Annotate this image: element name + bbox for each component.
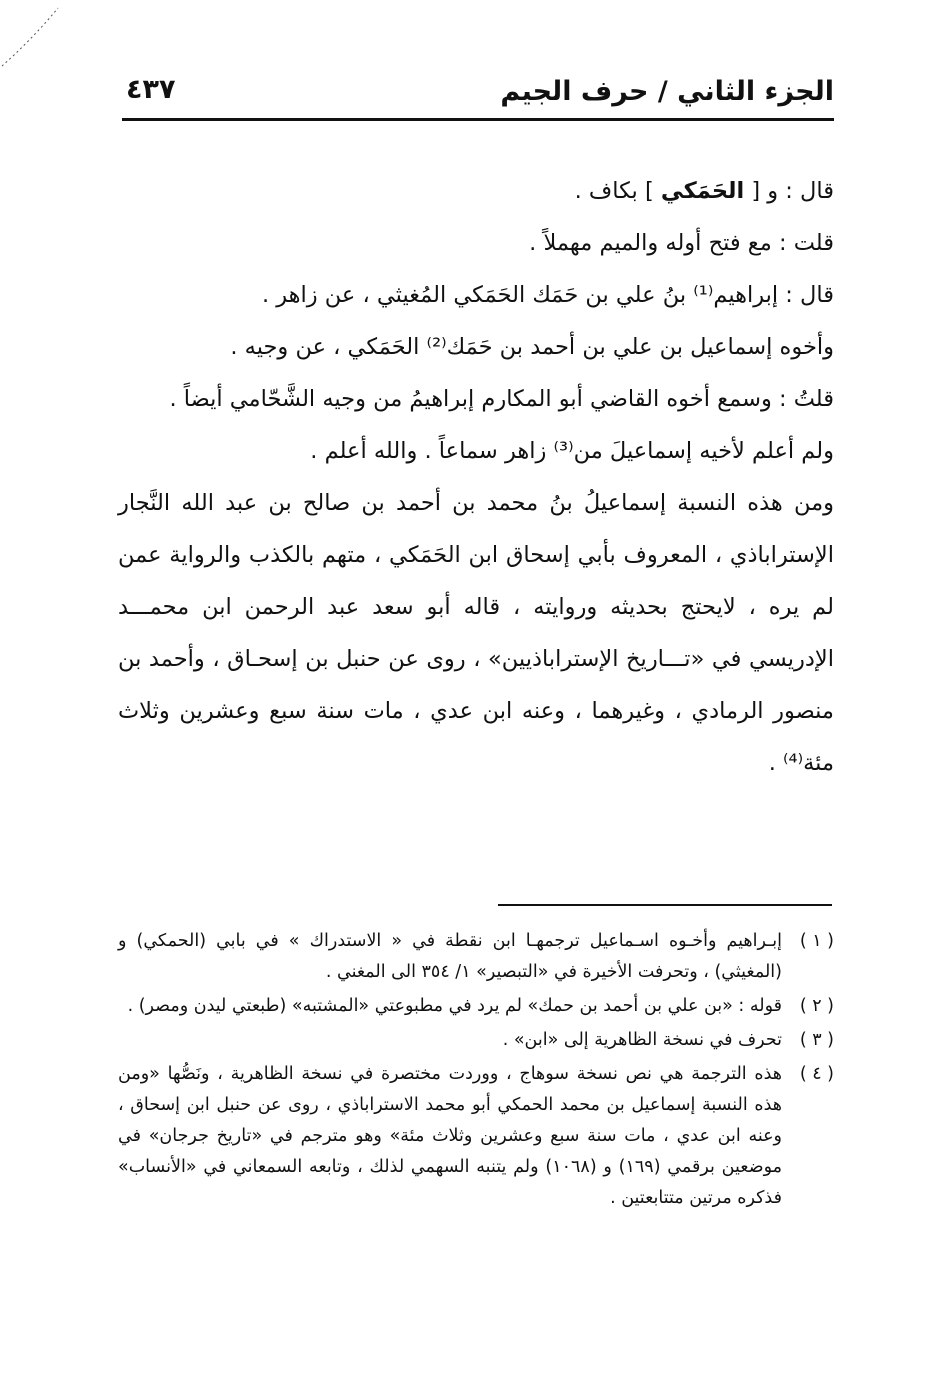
- footnote: [118, 926, 834, 988]
- footnotes: [118, 926, 834, 1217]
- footnote: [118, 991, 834, 1022]
- footnote-text: قوله : «بن علي بن أحمد بن حمك» لم يرد في مطبوعتي «المشتبه» (طبعتي ليدن ومصر) .: [127, 996, 782, 1016]
- footnote-number: ( ١ ): [799, 931, 834, 951]
- header-title: الجزء الثاني / حرف الجيم: [500, 76, 834, 107]
- body-line: قلت : مع فتح أوله والميم مهملاً .: [529, 230, 834, 256]
- footnote: [118, 1025, 834, 1056]
- main-text: [118, 165, 834, 789]
- body-line: قال : إبراهيم⁽¹⁾ بنُ علي بن حَمَك الحَمَكي المُغيثي ، عن زاهر .: [261, 282, 834, 308]
- scan-corner-mark: [0, 0, 80, 70]
- footnote-text: تحرف في نسخة الظاهرية إلى «ابن» .: [502, 1030, 782, 1050]
- footnote-text: إبـراهيم وأخـوه اسـماعيل ترجمهـا ابن نقطة في « الاستدراك » في بابي (الحمكي) و (المغيثي) ، وتحرفت الأخيرة في «التبصير» ١/ ٣٥٤ الى المغني .: [118, 931, 782, 982]
- body-line: وأخوه إسماعيل بن علي بن أحمد بن حَمَك⁽²⁾ الحَمَكي ، عن وجيه .: [230, 334, 834, 360]
- footnote: [118, 1059, 834, 1214]
- body-paragraph: ومن هذه النسبة إسماعيلُ بنُ محمد بن أحمد بن صالح بن عبد الله النَّجار الإستراباذي ، المعروف بأبي إسحاق ابن الحَمَكي ، متهم بالكذب والرواية عمن لم يره ، لايحتج بحديثه وروايته ، قاله أبو سعد عبد الرحمن ابن محمـــد الإدريسي في «تـــاريخ الإستراباذيين» ، روى عن حنبل بن إسحـاق ، وأحمد بن منصور الرمادي ، وغيرهما ، وعنه ابن عدي ، مات سنة سبع وعشرين وثلاث مئة⁽⁴⁾ .: [118, 490, 834, 776]
- highlighted-term: الحَمَكي: [660, 178, 745, 204]
- page-number: ٤٣٧: [126, 74, 176, 105]
- line-text: قال : و [: [744, 178, 834, 204]
- footnote-separator: [498, 904, 832, 906]
- body-line: قلتُ : وسمع أخوه القاضي أبو المكارم إبراهيمُ من وجيه الشَّحّامي أيضاً .: [169, 386, 834, 412]
- footnote-text: هذه الترجمة هي نص نسخة سوهاج ، ووردت مختصرة في نسخة الظاهرية ، ونَصُّها «ومن هذه النسبة إسماعيل بن محمد الحمكي أبو محمد الاستراباذي ، روى عن حنبل ابن إسحاق ، وعنه ابن عدي ، مات سنة سبع وعشرين وثلاث مئة» وهو مترجم في «تاريخ جرجان» في موضعين برقمي (١٦٩) و (١٠٦٨) ولم يتنبه السهمي لذلك ، وتابعه السمعاني في «الأنساب» فذكره مرتين متتابعتين .: [118, 1064, 782, 1208]
- footnote-number: ( ٤ ): [799, 1064, 834, 1084]
- line-text: ] بكاف .: [574, 178, 661, 204]
- footnote-number: ( ٣ ): [799, 1030, 834, 1050]
- header-rule: [122, 118, 834, 121]
- running-header: [122, 70, 834, 114]
- body-line: [118, 165, 834, 217]
- body-line: ولم أعلم لأخيه إسماعيلَ من⁽³⁾ زاهر سماعاً . والله أعلم .: [310, 438, 834, 464]
- footnote-number: ( ٢ ): [799, 996, 834, 1016]
